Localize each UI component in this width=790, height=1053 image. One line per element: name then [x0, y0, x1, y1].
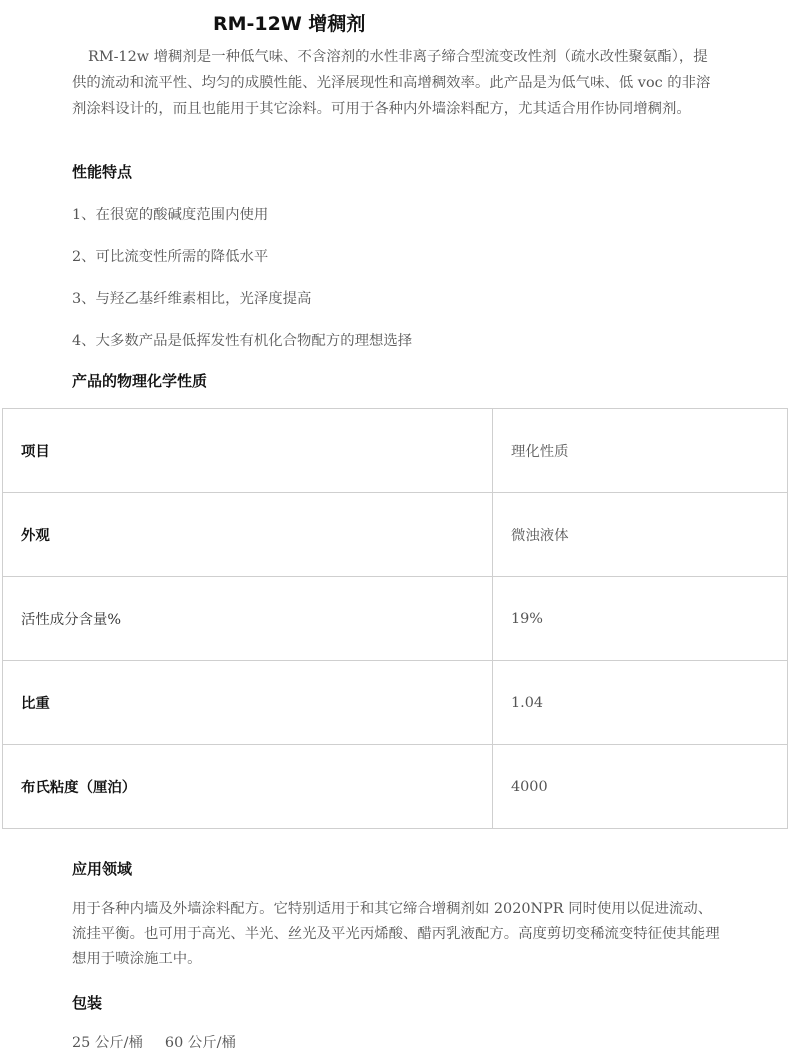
properties-table [2, 408, 788, 829]
property-name-cell: 外观 [3, 493, 493, 577]
feature-item-4: 4、大多数产品是低挥发性有机化合物配方的理想选择 [72, 333, 413, 349]
property-value-cell: 微浊液体 [493, 493, 788, 577]
packaging-option: 60 公斤/桶 [164, 1035, 236, 1051]
table-row [3, 577, 788, 661]
table-row [3, 745, 788, 829]
features-heading: 性能特点 [72, 163, 133, 181]
property-name-cell: 布氏粘度（厘泊） [3, 745, 493, 829]
property-name-cell: 项目 [3, 409, 493, 493]
intro-paragraph: RM-12w 增稠剂是一种低气味、不含溶剂的水性非离子缔合型流变改性剂（疏水改性聚氨酯），提供的流动和流平性、均匀的成膜性能、光泽展现性和高增稠效率。此产品是为低气味、低 voc 的非溶剂涂料设计的，而且也能用于其它涂料。可用于各种内外墙涂料配方，尤其适合用作协同增稠剂。 [72, 49, 711, 117]
property-value-cell: 1.04 [493, 661, 788, 745]
packaging-option: 25 公斤/桶 [72, 1035, 143, 1051]
application-heading: 应用领域 [72, 860, 133, 878]
property-value-cell: 理化性质 [493, 409, 788, 493]
packaging-heading: 包装 [72, 994, 103, 1012]
feature-item-2: 2、可比流变性所需的降低水平 [72, 249, 269, 265]
feature-item-1: 1、在很宽的酸碱度范围内使用 [72, 207, 269, 223]
document-title: RM-12W 增稠剂 [213, 13, 366, 35]
table-row [3, 661, 788, 745]
application-paragraph: 用于各种内墙及外墙涂料配方。它特别适用于和其它缔合增稠剂如 2020NPR 同时使用以促进流动、流挂平衡。也可用于高光、半光、丝光及平光丙烯酸、醋丙乳液配方。高度剪切变稀流变特征使其能理想用于喷涂施工中。 [72, 901, 720, 967]
table-row [3, 493, 788, 577]
table-row [3, 409, 788, 493]
property-value-cell: 4000 [493, 745, 788, 829]
feature-item-3: 3、与羟乙基纤维素相比，光泽度提高 [72, 291, 312, 307]
properties-heading: 产品的物理化学性质 [72, 372, 208, 390]
property-name-cell: 比重 [3, 661, 493, 745]
property-name-cell: 活性成分含量% [3, 577, 493, 661]
packaging-options [72, 1031, 236, 1052]
property-value-cell: 19% [493, 577, 788, 661]
